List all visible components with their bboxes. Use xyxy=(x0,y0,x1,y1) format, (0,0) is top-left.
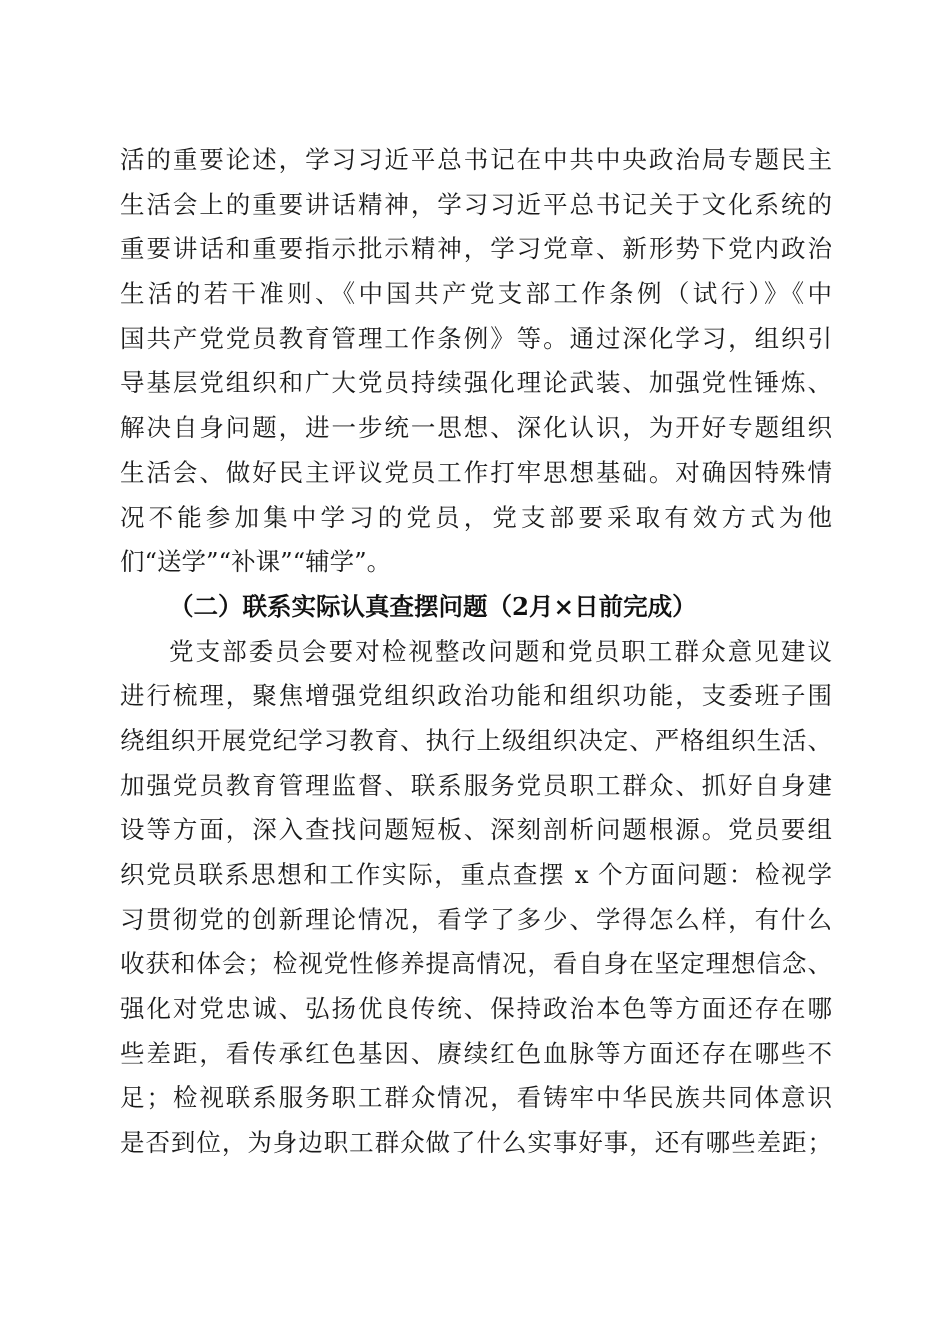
paragraph-line: 重要讲话和重要指示批示精神，学习党章、新形势下党内政治 xyxy=(120,234,832,264)
paragraph-study-content xyxy=(120,138,832,585)
paragraph-line: 党支部委员会要对检视整改问题和党员职工群众意见建议 xyxy=(169,636,832,666)
paragraph-line: 些差距，看传承红色基因、赓续红色血脉等方面还存在哪些不 xyxy=(120,1038,832,1068)
paragraph-line: 设等方面，深入查找问题短板、深刻剖析问题根源。党员要组 xyxy=(120,815,832,845)
paragraph-line: 生活会、做好民主评议党员工作打牢思想基础。对确因特殊情 xyxy=(120,457,832,487)
document-body xyxy=(120,138,832,1166)
paragraph-line: 强化对党忠诚、弘扬优良传统、保持政治本色等方面还存在哪 xyxy=(120,994,832,1024)
paragraph-line: 绕组织开展党纪学习教育、执行上级组织决定、严格组织生活、 xyxy=(120,725,832,755)
paragraph-line: 织党员联系思想和工作实际，重点查摆 x 个方面问题：检视学 xyxy=(120,860,832,889)
paragraph-line: 生活的若干准则、《中国共产党支部工作条例（试行）》《中 xyxy=(120,279,832,309)
paragraph-line: 们“送学”“补课”“辅学”。 xyxy=(120,547,392,577)
paragraph-line: 习贯彻党的创新理论情况，看学了多少、学得怎么样，有什么 xyxy=(120,904,832,934)
paragraph-problem-review xyxy=(120,630,832,1166)
paragraph-line: 国共产党党员教育管理工作条例》等。通过深化学习，组织引 xyxy=(120,323,832,353)
paragraph-line: 是否到位，为身边职工群众做了什么实事好事，还有哪些差距； xyxy=(120,1128,832,1158)
paragraph-line: 解决自身问题，进一步统一思想、深化认识，为开好专题组织 xyxy=(120,413,832,443)
section-heading: （二）联系实际认真查摆问题（2月×日前完成） xyxy=(169,591,697,621)
paragraph-line: 加强党员教育管理监督、联系服务党员职工群众、抓好自身建 xyxy=(120,770,832,800)
paragraph-line: 导基层党组织和广大党员持续强化理论武装、加强党性锤炼、 xyxy=(120,368,832,398)
paragraph-line: 进行梳理，聚焦增强党组织政治功能和组织功能，支委班子围 xyxy=(120,681,832,711)
paragraph-line: 生活会上的重要讲话精神，学习习近平总书记关于文化系统的 xyxy=(120,189,832,219)
paragraph-line: 况不能参加集中学习的党员，党支部要采取有效方式为他 xyxy=(120,502,832,532)
paragraph-line: 收获和体会；检视党性修养提高情况，看自身在坚定理想信念、 xyxy=(120,949,832,979)
paragraph-line: 足；检视联系服务职工群众情况，看铸牢中华民族共同体意识 xyxy=(120,1083,832,1113)
paragraph-line: 活的重要论述，学习习近平总书记在中共中央政治局专题民主 xyxy=(120,145,832,174)
